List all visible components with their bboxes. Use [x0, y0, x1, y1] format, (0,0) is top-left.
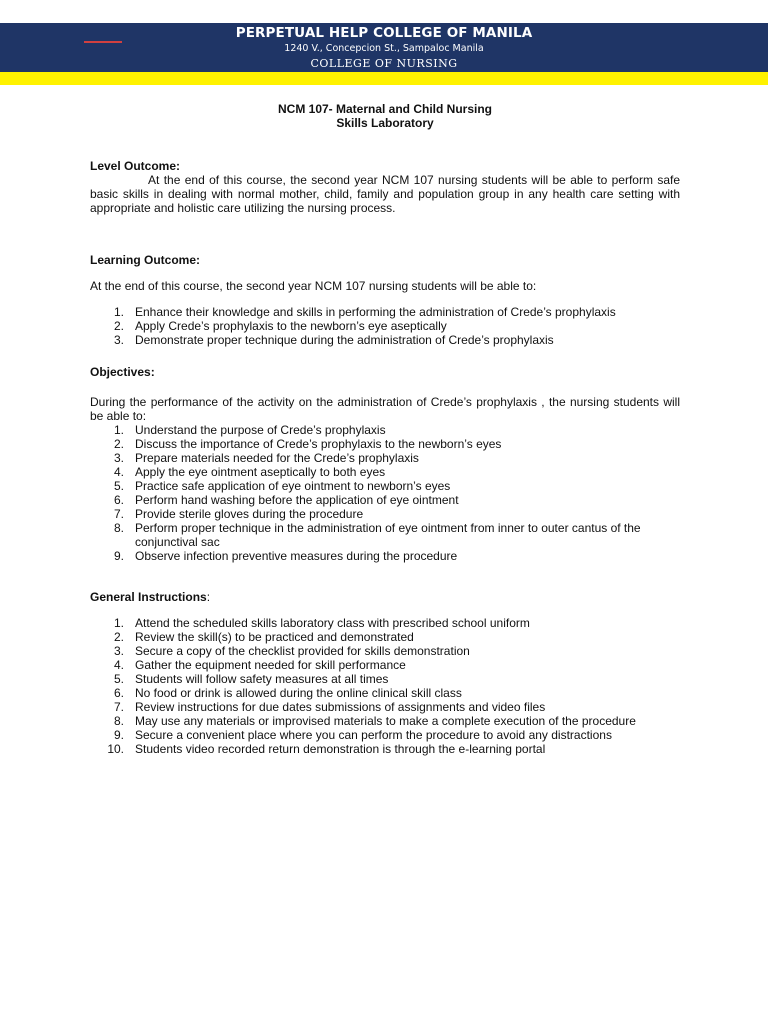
- objectives-intro: During the performance of the activity on the administration of Crede’s prophylaxis , the nursing students will be able to:: [90, 395, 680, 423]
- list-text: Enhance their knowledge and skills in performing the administration of Crede’s prophylaxis: [135, 305, 616, 319]
- list-number: 3.: [113, 451, 124, 465]
- list-number: 6.: [113, 493, 124, 507]
- list-number: 8.: [113, 714, 124, 728]
- list-number: 10.: [107, 742, 124, 756]
- learning-outcome-intro: At the end of this course, the second year NCM 107 nursing students will be able to:: [90, 279, 537, 293]
- list-item: [90, 672, 680, 686]
- course-subtitle: Skills Laboratory: [336, 116, 434, 130]
- list-text: Secure a copy of the checklist provided for skills demonstration: [135, 644, 470, 658]
- list-item: [90, 549, 680, 563]
- level-outcome-heading: Level Outcome:: [90, 159, 181, 173]
- document-body: [90, 102, 680, 756]
- list-item: [90, 333, 680, 347]
- list-item: [90, 728, 680, 742]
- list-number: 4.: [113, 658, 124, 672]
- list-number: 6.: [113, 686, 124, 700]
- list-number: 1.: [113, 305, 124, 319]
- list-text: Students will follow safety measures at all times: [135, 672, 389, 686]
- list-text: May use any materials or improvised materials to make a complete execution of the procedure: [135, 714, 636, 728]
- list-item: [90, 305, 680, 319]
- list-text: Apply the eye ointment aseptically to both eyes: [135, 465, 386, 479]
- list-item: [90, 644, 680, 658]
- list-item: [90, 423, 680, 437]
- list-text: Understand the purpose of Crede’s prophylaxis: [135, 423, 386, 437]
- list-text: Perform proper technique in the administration of eye ointment from inner to outer cantus of the conjunctival sac: [135, 521, 641, 549]
- list-item: [90, 493, 680, 507]
- school-header-band: [0, 23, 768, 72]
- list-number: 3.: [113, 644, 124, 658]
- list-item: [90, 319, 680, 333]
- list-item: [90, 742, 680, 756]
- list-item: [90, 616, 680, 630]
- list-item: [90, 700, 680, 714]
- list-item: [90, 437, 680, 451]
- list-text: Observe infection preventive measures during the procedure: [135, 549, 458, 563]
- list-item: [90, 479, 680, 493]
- list-number: 2.: [113, 437, 124, 451]
- list-number: 4.: [113, 465, 124, 479]
- list-text: Attend the scheduled skills laboratory class with prescribed school uniform: [135, 616, 530, 630]
- list-number: 7.: [113, 700, 124, 714]
- list-item: [90, 465, 680, 479]
- list-text: No food or drink is allowed during the online clinical skill class: [135, 686, 462, 700]
- school-name: PERPETUAL HELP COLLEGE OF MANILA: [235, 25, 533, 41]
- list-number: 1.: [113, 616, 124, 630]
- list-item: [90, 630, 680, 644]
- yellow-stripe: [0, 72, 768, 85]
- list-item: [90, 686, 680, 700]
- course-title: NCM 107- Maternal and Child Nursing: [277, 102, 493, 116]
- list-text: Apply Crede’s prophylaxis to the newborn’s eye aseptically: [135, 319, 447, 333]
- list-item: [90, 714, 680, 728]
- list-item: [90, 658, 680, 672]
- list-number: 9.: [113, 549, 124, 563]
- list-number: 9.: [113, 728, 124, 742]
- list-text: Practice safe application of eye ointment to newborn’s eyes: [135, 479, 451, 493]
- list-text: Demonstrate proper technique during the administration of Crede’s prophylaxis: [135, 333, 554, 347]
- list-number: 3.: [113, 333, 124, 347]
- list-item: [90, 451, 680, 465]
- list-number: 8.: [113, 521, 124, 535]
- list-text: Secure a convenient place where you can perform the procedure to avoid any distractions: [135, 728, 612, 742]
- list-text: Review instructions for due dates submissions of assignments and video files: [135, 700, 546, 714]
- list-text: Discuss the importance of Crede’s prophylaxis to the newborn’s eyes: [135, 437, 502, 451]
- general-instructions-heading-line: [90, 590, 680, 604]
- list-number: 5.: [113, 479, 124, 493]
- objectives-heading: Objectives:: [90, 365, 155, 379]
- objectives-list: [90, 423, 680, 563]
- list-text: Perform hand washing before the application of eye ointment: [135, 493, 459, 507]
- list-text: Review the skill(s) to be practiced and demonstrated: [135, 630, 414, 644]
- list-number: 2.: [113, 319, 124, 333]
- list-number: 2.: [113, 630, 124, 644]
- level-outcome-text: At the end of this course, the second year NCM 107 nursing students will be able to perform safe basic skills in dealing with normal mother, child, family and population group in any health care setting with appropriate and holistic care utilizing the nursing process.: [90, 173, 680, 215]
- list-text: Prepare materials needed for the Crede’s prophylaxis: [135, 451, 419, 465]
- list-number: 1.: [113, 423, 124, 437]
- list-text: Gather the equipment needed for skill performance: [135, 658, 406, 672]
- list-text: Students video recorded return demonstration is through the e-learning portal: [135, 742, 546, 756]
- learning-outcome-list: [90, 305, 680, 347]
- general-instructions-heading: General Instructions: [90, 590, 207, 604]
- college-name: COLLEGE OF NURSING: [310, 57, 458, 70]
- list-number: 7.: [113, 507, 124, 521]
- school-address: 1240 V., Concepcion St., Sampaloc Manila: [284, 43, 484, 54]
- list-text: Provide sterile gloves during the procedure: [135, 507, 364, 521]
- list-item: [90, 521, 680, 549]
- general-instructions-colon: :: [206, 590, 211, 604]
- list-number: 5.: [113, 672, 124, 686]
- learning-outcome-heading: Learning Outcome:: [90, 253, 201, 267]
- list-item: [90, 507, 680, 521]
- general-instructions-list: [90, 616, 680, 756]
